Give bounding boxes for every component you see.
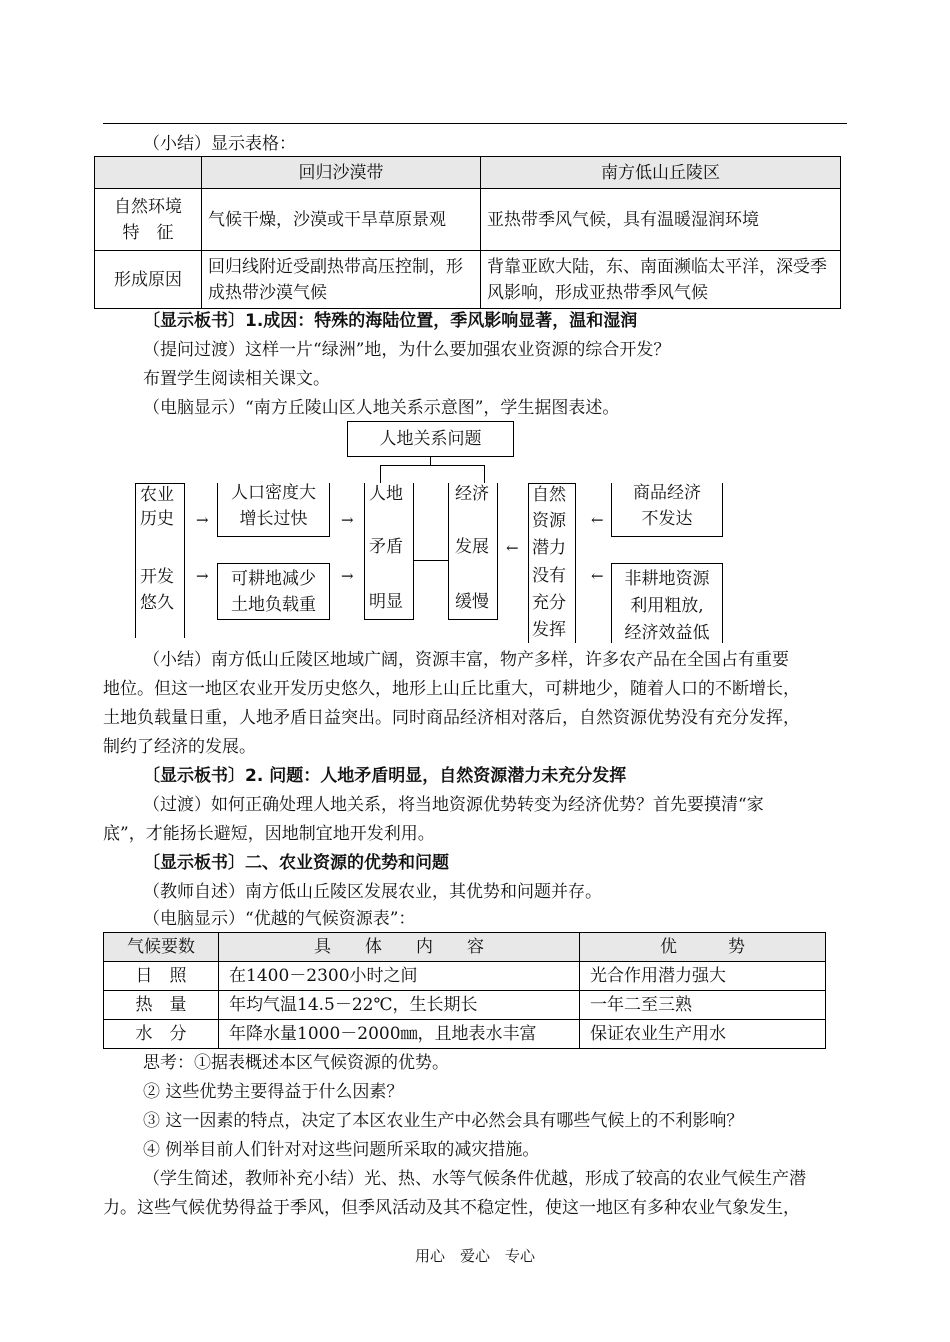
- arrow-left-icon: ←: [591, 567, 604, 585]
- paragraph-line: 土地负载量日重，人地矛盾日益突出。同时商品经济相对落后，自然资源优势没有充分发挥，: [103, 708, 800, 728]
- paragraph-line: 底”，才能扬长避短，因地制宜地开发利用。: [103, 824, 435, 844]
- table-row: [104, 991, 826, 1020]
- diagram-text: 发展: [455, 537, 489, 557]
- table-row: [95, 251, 841, 309]
- comparison-table: [94, 156, 841, 309]
- diagram-text: 悠久: [140, 593, 174, 613]
- diagram-text: 人地: [369, 484, 403, 504]
- question-line: ② 这些优势主要得益于什么因素？: [143, 1082, 404, 1102]
- paragraph-line: 力。这些气候优势得益于季风，但季风活动及其不稳定性，使这一地区有多种农业气象发生，: [103, 1198, 800, 1218]
- table-cell: 一年二至三熟: [580, 991, 826, 1020]
- diagram-text: 人口密度大: [231, 483, 316, 503]
- diagram-text: 开发: [140, 567, 174, 587]
- paragraph-line: 制约了经济的发展。: [103, 737, 256, 757]
- table-cell: 热 量: [104, 991, 219, 1020]
- diagram-text: 经济效益低: [624, 623, 710, 643]
- arrow-right-icon: →: [341, 511, 354, 529]
- table-row: [95, 189, 841, 251]
- board-heading-3: 〔显示板书〕二、农业资源的优势和问题: [143, 853, 449, 873]
- table-cell: 水 分: [104, 1020, 219, 1049]
- diagram-col-conflict: [364, 483, 414, 620]
- diagram-text: 土地负载重: [231, 595, 316, 615]
- diagram-title: 人地关系问题: [379, 429, 482, 449]
- row-label: [95, 189, 202, 251]
- diagram-box-nonarable: [611, 563, 723, 643]
- connector-line: [380, 465, 484, 466]
- diagram-box-population: [217, 483, 330, 537]
- diagram-text: 没有: [532, 566, 566, 586]
- table-header-cell: 优 势: [580, 933, 826, 962]
- diagram-text: 充分: [532, 593, 566, 613]
- arrow-left-icon: ←: [506, 539, 519, 557]
- table-cell: 保证农业生产用水: [580, 1020, 826, 1049]
- table-row: [104, 1020, 826, 1049]
- table-cell: 回归线附近受副热带高压控制，形成热带沙漠气候: [202, 251, 481, 309]
- table-cell: 年降水量1000－2000㎜，且地表水丰富: [219, 1020, 580, 1049]
- table-header-cell: [95, 157, 202, 189]
- table-header-cell: 南方低山丘陵区: [481, 157, 841, 189]
- diagram-text: 利用粗放,: [630, 596, 704, 616]
- connector-line: [414, 560, 448, 561]
- diagram-box-land: [217, 563, 330, 620]
- header-rule: [103, 123, 847, 124]
- diagram-text: 资源: [532, 511, 566, 531]
- table-header-cell: 具 体 内 容: [219, 933, 580, 962]
- diagram-text: 矛盾: [369, 537, 403, 557]
- diagram-col-resources: [528, 483, 576, 643]
- row-label-line: 自然环境: [114, 196, 182, 217]
- connector-line: [430, 457, 431, 465]
- diagram-text: 明显: [369, 592, 403, 612]
- paragraph-line: （小结）南方低山丘陵区地域广阔，资源丰富，物产多样，许多农产品在全国占有重要: [143, 650, 789, 670]
- assign-line: 布置学生阅读相关课文。: [143, 369, 330, 389]
- diagram-col-economy: [448, 483, 498, 620]
- table-header-cell: 气候要数: [104, 933, 219, 962]
- climate-table: [103, 932, 826, 1049]
- paragraph-line: （电脑显示）“优越的气候资源表”：: [143, 909, 416, 929]
- diagram-text: 缓慢: [455, 592, 489, 612]
- arrow-right-icon: →: [196, 567, 209, 585]
- diagram-text: 不发达: [641, 509, 693, 529]
- diagram-text: 发挥: [532, 620, 566, 640]
- question-line: ④ 例举目前人们针对对这些问题所采取的减灾措施。: [143, 1140, 540, 1160]
- diagram-title-box: [347, 421, 514, 457]
- paragraph-line: 地位。但这一地区农业开发历史悠久，地形上山丘比重大，可耕地少，随着人口的不断增长，: [103, 679, 800, 699]
- diagram-text: 潜力: [532, 538, 566, 558]
- computer-line: （电脑显示）“南方丘陵山区人地关系示意图”，学生据图表述。: [143, 398, 620, 418]
- paragraph-line: （学生简述，教师补充小结）光、热、水等气候条件优越，形成了较高的农业气候生产潜: [143, 1169, 806, 1189]
- table-cell: 日 照: [104, 962, 219, 991]
- diagram-text: 历史: [140, 509, 174, 529]
- arrow-left-icon: ←: [591, 511, 604, 529]
- table-cell: 气候干燥，沙漠或干旱草原景观: [202, 189, 481, 251]
- row-label-line: 特 征: [122, 222, 174, 243]
- table-header-row: [104, 933, 826, 962]
- diagram-text: 增长过快: [239, 509, 308, 529]
- paragraph-line: （教师自述）南方低山丘陵区发展农业，其优势和问题并存。: [143, 882, 602, 902]
- summary-line: （小结）显示表格：: [143, 134, 296, 154]
- diagram-col-history: [135, 483, 185, 638]
- table-cell: 年均气温14.5－22℃，生长期长: [219, 991, 580, 1020]
- diagram-box-commerce: [611, 483, 723, 537]
- table-row: [104, 962, 826, 991]
- diagram-text: 自然: [532, 485, 566, 505]
- diagram-text: 商品经济: [633, 483, 701, 503]
- question-line: 思考：①据表概述本区气候资源的优势。: [143, 1053, 449, 1073]
- page-footer: 用心 爱心 专心: [414, 1247, 535, 1265]
- arrow-right-icon: →: [196, 511, 209, 529]
- board-heading-2: 〔显示板书〕2. 问题：人地矛盾明显，自然资源潜力未充分发挥: [143, 766, 627, 786]
- diagram-text: 非耕地资源: [624, 569, 710, 589]
- diagram-text: 农业: [140, 485, 174, 505]
- table-cell: 亚热带季风气候，具有温暖湿润环境: [481, 189, 841, 251]
- diagram-text: 经济: [455, 484, 489, 504]
- table-cell: 在1400－2300小时之间: [219, 962, 580, 991]
- row-label: 形成原因: [95, 251, 202, 309]
- arrow-right-icon: →: [341, 567, 354, 585]
- paragraph-line: （过渡）如何正确处理人地关系，将当地资源优势转变为经济优势？首先要摸清“家: [143, 795, 764, 815]
- question-line: （提问过渡）这样一片“绿洲”地，为什么要加强农业资源的综合开发？: [143, 340, 671, 360]
- table-cell: 光合作用潜力强大: [580, 962, 826, 991]
- question-line: ③ 这一因素的特点，决定了本区农业生产中必然会具有哪些气候上的不利影响？: [143, 1111, 744, 1131]
- diagram-text: 可耕地减少: [231, 569, 316, 589]
- board-heading-1: 〔显示板书〕1.成因：特殊的海陆位置，季风影响显著，温和湿润: [143, 311, 638, 331]
- table-header-row: [95, 157, 841, 189]
- table-cell: 背靠亚欧大陆，东、南面濒临太平洋，深受季风影响，形成亚热带季风气候: [481, 251, 841, 309]
- table-header-cell: 回归沙漠带: [202, 157, 481, 189]
